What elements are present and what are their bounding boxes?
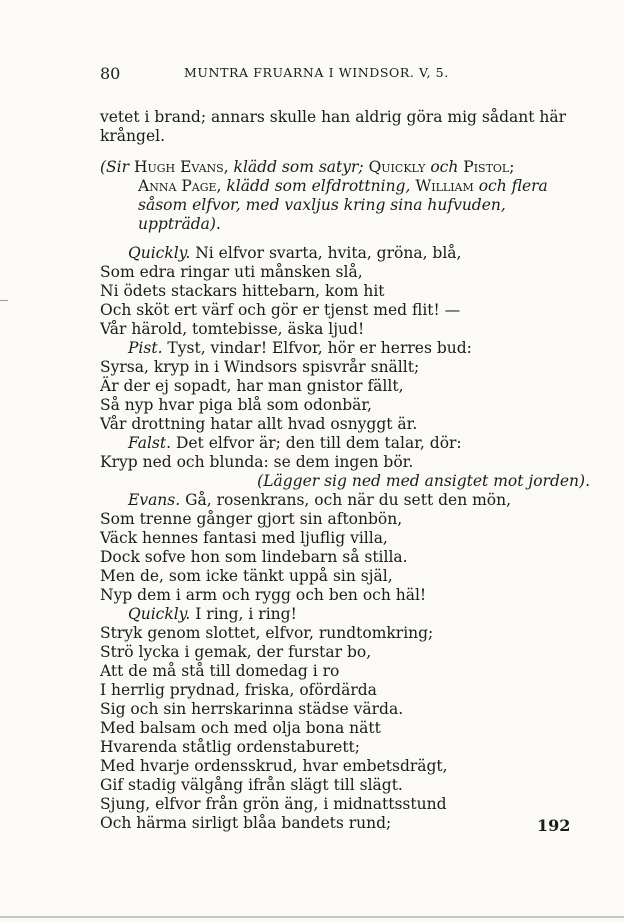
verse-line [100, 586, 590, 605]
verse-line [100, 301, 590, 320]
sd-text: såsom elfvor, med vaxljus kring sina hufvuden, uppträda). [138, 196, 506, 233]
speaker-name: Falst. [128, 434, 172, 452]
verse-text: Att de må stå till domedag i ro [100, 662, 340, 680]
margin-mark [0, 300, 8, 301]
verse-line [100, 776, 590, 795]
verse-text: Så nyp hvar piga blå som odonbär, [100, 396, 372, 414]
verse-line [100, 700, 590, 719]
verse-text: Som edra ringar uti månsken slå, [100, 263, 363, 281]
verse-line [100, 738, 590, 757]
verse-text: Gif stadig välgång ifrån slägt till slägt. [100, 776, 403, 794]
verse-text: Ni elfvor svarta, hvita, gröna, blå, [190, 244, 462, 262]
verse-line [100, 396, 590, 415]
prose-line: krångel. [100, 127, 166, 145]
verse-line [100, 358, 590, 377]
verse-line [100, 339, 590, 358]
verse-line [100, 548, 590, 567]
character-name: Quickly [368, 158, 426, 176]
character-name: William [415, 177, 474, 195]
stage-direction [100, 158, 590, 234]
character-name: Anna Page, [138, 177, 222, 195]
stage-direction: (Lägger sig ned med ansigtet mot jorden). [257, 472, 590, 490]
verse-line [100, 814, 590, 833]
sd-open: (Sir [100, 158, 130, 176]
verse-line [100, 453, 590, 472]
verse-text: Med balsam och med olja bona nätt [100, 719, 381, 737]
verse-text: Ni ödets stackars hittebarn, kom hit [100, 282, 385, 300]
verse-line [100, 491, 590, 510]
running-title: MUNTRA FRUARNA I WINDSOR. V, 5. [184, 65, 449, 80]
verse-line [100, 662, 590, 681]
page-edge [0, 916, 624, 918]
verse-text: Tyst, vindar! Elfvor, hör er herres bud: [162, 339, 472, 357]
verse-text: Hvarenda ståtlig ordenstaburett; [100, 738, 360, 756]
verse-text: Och härma sirligt blåa bandets rund; [100, 814, 392, 832]
speaker-name: Pist. [128, 339, 163, 357]
verse-line [100, 719, 590, 738]
verse-line [100, 567, 590, 586]
verse-text: I ring, i ring! [190, 605, 297, 623]
verse-text: Väck hennes fantasi med ljuflig villa, [100, 529, 388, 547]
verse-line [100, 624, 590, 643]
verse-text: Sig och sin herrskarinna städse värda. [100, 700, 404, 718]
verse-text: Med hvarje ordensskrud, hvar embetsdrägt, [100, 757, 448, 775]
verse-line [100, 263, 590, 282]
verse-line [100, 282, 590, 301]
sd-text: klädd som elfdrottning, [221, 177, 416, 195]
verse-line [100, 681, 590, 700]
verse-line [100, 244, 590, 263]
sd-text: och [425, 158, 464, 176]
verse-block [100, 244, 590, 833]
verse-text: Dock sofve hon som lindebarn så stilla. [100, 548, 408, 566]
verse-line [100, 795, 590, 814]
page-number: 80 [100, 64, 121, 83]
verse-text: Syrsa, kryp in i Windsors spisvrår snällt; [100, 358, 420, 376]
character-name: Pistol; [463, 158, 515, 176]
verse-text: Sjung, elfvor från grön äng, i midnattsstund [100, 795, 447, 813]
prose-line: vetet i brand; annars skulle han aldrig göra mig sådant här [100, 108, 567, 126]
verse-text: Vår drottning hatar allt hvad osnyggt är. [100, 415, 418, 433]
verse-text: Kryp ned och blunda: se dem ingen bör. [100, 453, 414, 471]
verse-line [100, 643, 590, 662]
speaker-name: Evans. [128, 491, 181, 509]
verse-line [100, 320, 590, 339]
speaker-name: Quickly. [128, 605, 191, 623]
verse-line [100, 377, 590, 396]
verse-text: Gå, rosenkrans, och när du sett den mön, [180, 491, 512, 509]
verse-line [100, 529, 590, 548]
verse-text: Strö lycka i gemak, der furstar bo, [100, 643, 372, 661]
page-body [100, 108, 590, 833]
verse-line [100, 605, 590, 624]
character-name: Hugh Evans, [133, 158, 229, 176]
verse-text: Som trenne gånger gjort sin aftonbön, [100, 510, 403, 528]
verse-text: I herrlig prydnad, friska, ofördärda [100, 681, 377, 699]
verse-text: Stryk genom slottet, elfvor, rundtomkring; [100, 624, 434, 642]
verse-line [100, 757, 590, 776]
sd-text: och flera [473, 177, 548, 195]
page-header [100, 64, 564, 86]
verse-text: Nyp dem i arm och rygg och ben och häl! [100, 586, 427, 604]
sd-text: klädd som satyr; [228, 158, 369, 176]
verse-text: Det elfvor är; den till dem talar, dör: [171, 434, 462, 452]
verse-line [100, 415, 590, 434]
speaker-name: Quickly. [128, 244, 191, 262]
signature-number: 192 [537, 816, 571, 835]
verse-text: Och sköt ert värf och gör er tjenst med flit! — [100, 301, 461, 319]
verse-line [100, 510, 590, 529]
verse-text: Vår härold, tomtebisse, äska ljud! [100, 320, 365, 338]
verse-line [100, 434, 590, 453]
verse-text: Men de, som icke tänkt uppå sin själ, [100, 567, 393, 585]
verse-text: Är der ej sopadt, har man gnistor fällt, [100, 377, 404, 395]
